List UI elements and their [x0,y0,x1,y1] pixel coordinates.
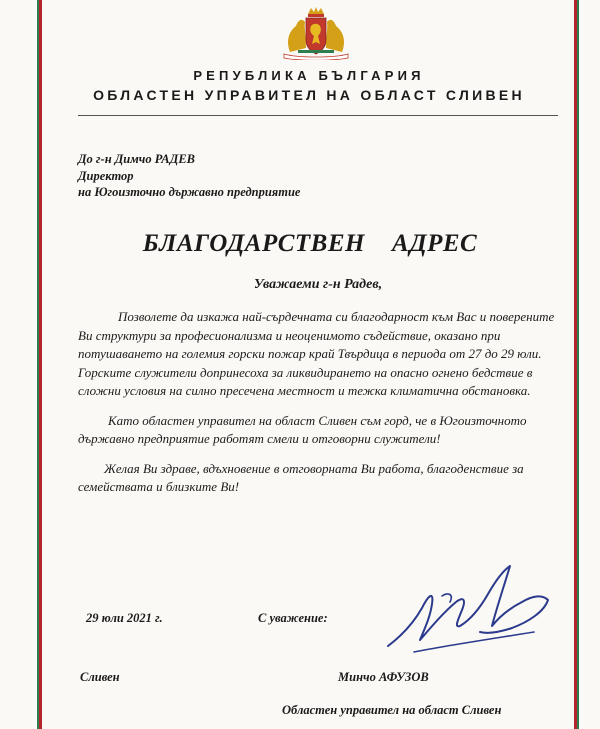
header-governor: ОБЛАСТЕН УПРАВИТЕЛ НА ОБЛАСТ СЛИВЕН [93,87,525,103]
header-divider [78,115,558,116]
salutation: Уважаеми г-н Радев, [253,277,383,292]
header-republic: РЕПУБЛИКА БЪЛГАРИЯ [193,68,425,83]
signer-role: Областен управител на област Сливен [282,703,502,717]
closing-regards: С уважение: [258,611,328,625]
tricolor-border-left [36,0,42,729]
recipient-block [78,151,300,201]
letter-date: 29 юли 2021 г. [86,611,163,625]
document-title: БЛАГОДАРСТВЕН АДРЕС [142,230,478,257]
paragraph-2: Като областен управител на област Сливен съм горд, че в Югоизточното държавно предприятие работят смели и отговорни служители! [78,412,527,446]
recipient-organization: на Югоизточно държавно предприятие [78,185,301,199]
paragraph-1: Позволете да изкажа най-сърдечната си благодарност към Вас и поверените Ви структури за професионализма и неоценимото съдействие, оказано при потушаването на големия горски пожар край Твърдица в периода от 27 до 29 юли. Горските служители допринесоха за ликвидирането на опасно огнено бедствие в сложни условия на силно пресечена местност и тежка климатична обстановка. [78,309,555,398]
handwritten-signature [384,556,554,666]
paragraph-3: Желая Ви здраве, вдъхновение в отговорната Ви работа, благоденствие за семействата и близките Ви! [78,460,524,494]
tricolor-border-right [574,0,580,729]
recipient-name: До г-н Димчо РАДЕВ [78,152,196,166]
recipient-position: Директор [78,168,134,183]
letter-city: Сливен [80,670,120,684]
letter-body [78,308,558,508]
coat-of-arms-icon [278,6,354,60]
signer-name: Минчо АФУЗОВ [338,670,429,684]
